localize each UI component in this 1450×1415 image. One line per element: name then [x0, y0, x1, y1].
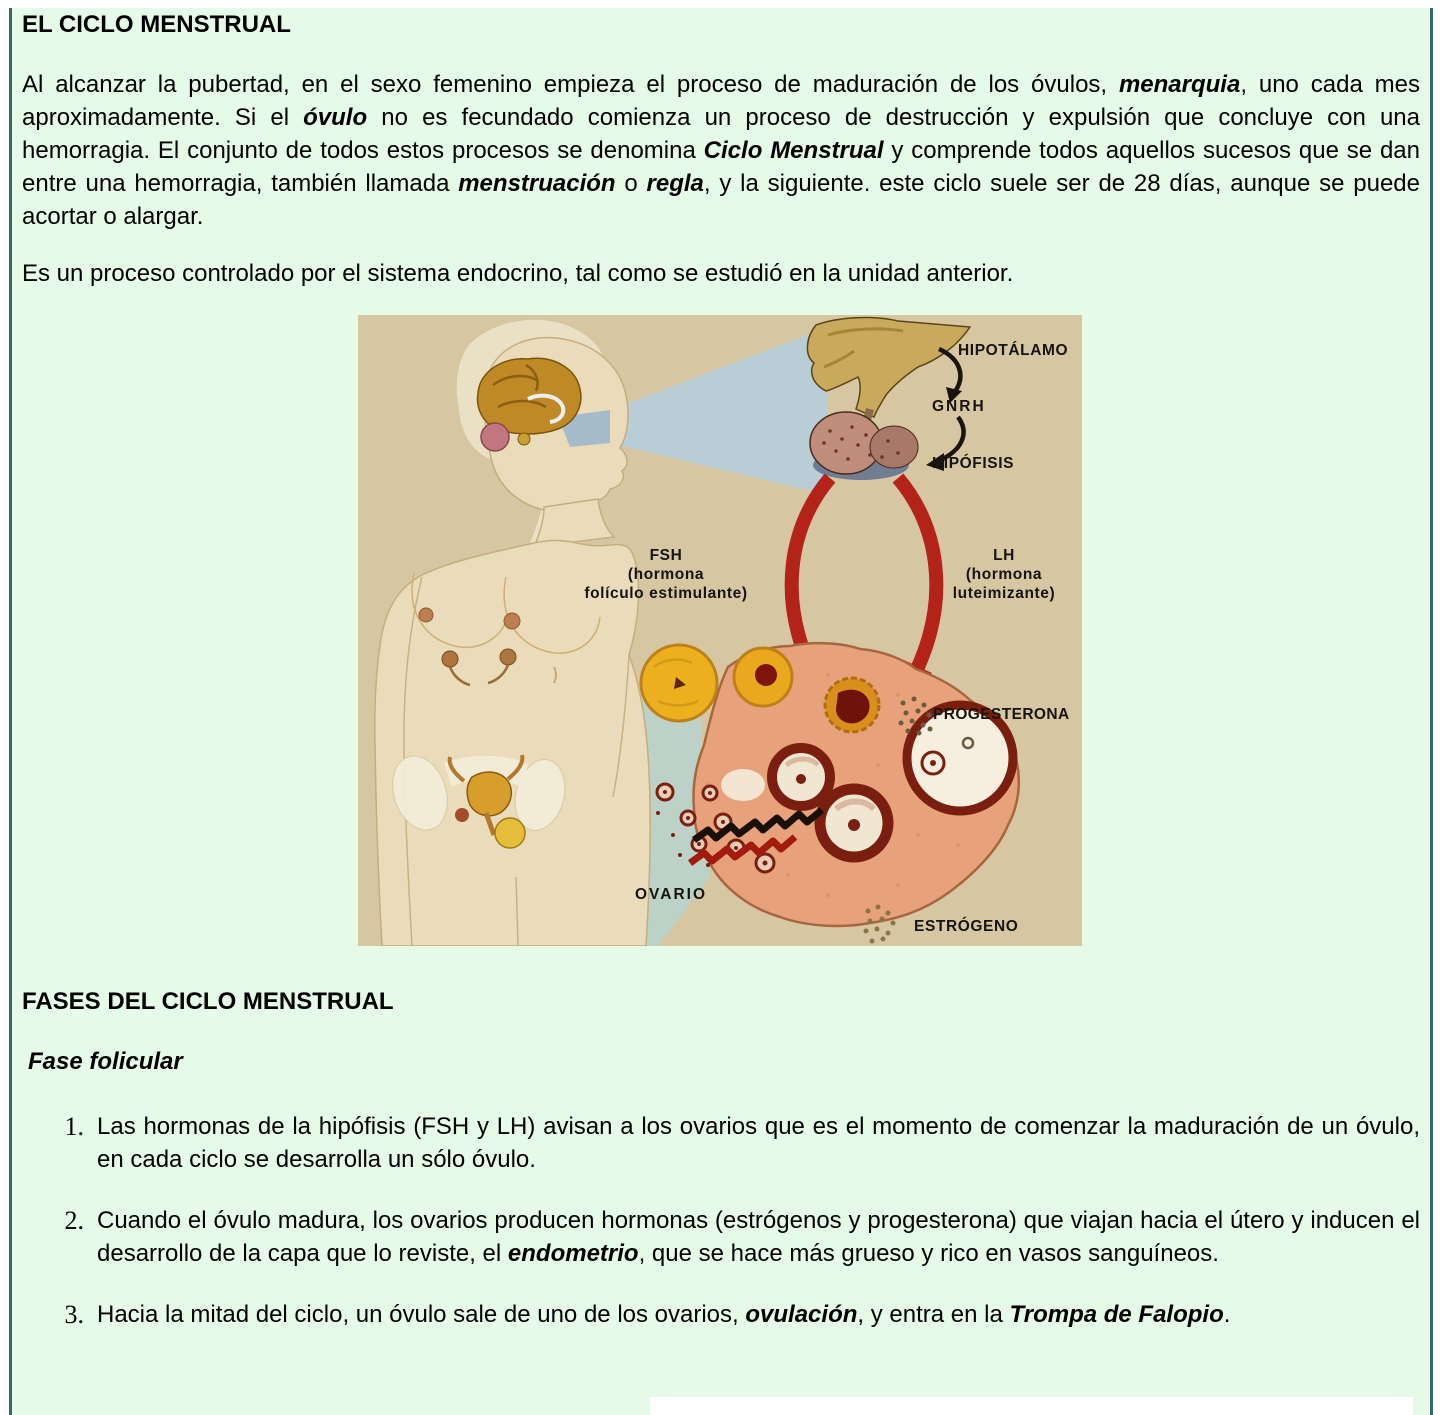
text-segment: y comprende todos aquellos sucesos que se dan entre una hemorragia, también llamada	[22, 137, 1420, 197]
page-content	[12, 8, 1430, 1331]
fase-folicular-heading: Fase folicular	[28, 1048, 183, 1075]
hipotalamo-label: HIPOTÁLAMO	[958, 342, 1069, 359]
list-item-text	[97, 1298, 1420, 1331]
pelvic-organ-detail	[455, 808, 469, 822]
progesterona-label: PROGESTERONA	[933, 706, 1070, 723]
secondary-follicle-2-ovum	[848, 819, 860, 831]
page-title: EL CICLO MENSTRUAL	[22, 11, 291, 38]
cerebellum	[481, 423, 509, 451]
emphasis-ovulo: óvulo	[303, 104, 368, 131]
cycle-diagram-figure	[358, 315, 1082, 946]
emphasis-menarquia: menarquia	[1118, 71, 1241, 98]
phase-list	[22, 1110, 1420, 1331]
list-item-2	[22, 1204, 1420, 1270]
next-figure-partial	[650, 1397, 1413, 1415]
nipple-right	[504, 613, 520, 629]
bladder	[495, 818, 525, 848]
list-item-number: 1.	[64, 1112, 84, 1141]
fsh-label-line1: FSH	[649, 547, 683, 564]
emphasis-ovulacion: ovulación	[745, 1301, 858, 1328]
text-segment: o	[615, 170, 647, 197]
emphasis-endometrio: endometrio	[507, 1240, 639, 1267]
list-item-text	[97, 1110, 1420, 1176]
lh-label-line3: luteimizante)	[952, 585, 1056, 602]
list-item-number: 3.	[64, 1300, 84, 1329]
uterus	[467, 772, 511, 816]
hipofisis-label: HIPÓFISIS	[932, 455, 1015, 472]
emphasis-ciclo-menstrual: Ciclo Menstrual	[703, 137, 884, 164]
fsh-label-line3: folículo estimulante)	[584, 585, 748, 602]
nipple-left	[419, 608, 433, 622]
intro-paragraph	[22, 68, 1420, 233]
list-item-number: 2.	[64, 1206, 84, 1235]
emphasis-menstruacion: menstruación	[458, 170, 616, 197]
gnrh-label: GNRH	[932, 398, 986, 415]
text-segment: , y entra en la	[857, 1301, 1010, 1328]
lh-label-line2: (hormona	[965, 566, 1043, 583]
ovary-white-patch	[721, 769, 765, 801]
document-page	[9, 8, 1433, 1415]
text-segment: , uno cada mes aproximadamente. Si el	[22, 71, 1420, 131]
fsh-label-line2: (hormona	[627, 566, 705, 583]
text-segment: Hacia la mitad del ciclo, un óvulo sale de uno de los ovarios,	[97, 1301, 746, 1328]
pituitary-posterior-lobe	[870, 426, 918, 468]
lh-label	[892, 546, 1116, 603]
text-segment: Al alcanzar la pubertad, en el sexo femenino empieza el proceso de maduración de los óvulos,	[22, 71, 1119, 98]
text-segment: Las hormonas de la hipófisis (FSH y LH) avisan a los ovarios que es el momento de comenzar la maduración de un óvulo, en cada ciclo se desarrolla un sólo óvulo.	[97, 1113, 1420, 1173]
corpus-luteum-small-core	[755, 664, 777, 686]
pituitary-in-head	[518, 433, 530, 445]
estrogeno-label: ESTRÓGENO	[914, 918, 1019, 935]
ovario-label: OVARIO	[635, 886, 707, 903]
lh-label-line1: LH	[993, 547, 1015, 564]
endocrine-paragraph: Es un proceso controlado por el sistema endocrino, tal como se estudió en la unidad anterior.	[22, 260, 1014, 287]
fsh-label	[554, 546, 778, 603]
ovary-right-in-body	[500, 649, 516, 665]
list-item-text	[97, 1204, 1420, 1270]
secondary-follicle-1-ovum	[796, 774, 806, 784]
list-item-3	[22, 1298, 1420, 1331]
emphasis-trompa-falopio: Trompa de Falopio	[1009, 1301, 1224, 1328]
text-segment: Cuando el óvulo madura, los ovarios producen hormonas (estrógenos y progesterona) que viajan hacia el útero y inducen el desarrollo de la capa que lo reviste, el	[97, 1207, 1420, 1267]
text-segment: , y la siguiente. este ciclo suele ser de 28 días, aunque se puede acortar o alargar.	[22, 170, 1421, 230]
fases-heading: FASES DEL CICLO MENSTRUAL	[22, 988, 394, 1015]
mature-follicle-ovum-nucleus	[930, 760, 936, 766]
text-segment: , que se hace más grueso y rico en vasos sanguíneos.	[638, 1240, 1219, 1267]
list-item-1	[22, 1110, 1420, 1176]
text-segment: no es fecundado comienza un proceso de destrucción y expulsión que concluye con una hemorragia. El conjunto de todos estos procesos se denomina	[22, 104, 1421, 164]
ovary-left-in-body	[442, 651, 458, 667]
emphasis-regla: regla	[646, 170, 704, 197]
text-segment: .	[1223, 1301, 1231, 1328]
